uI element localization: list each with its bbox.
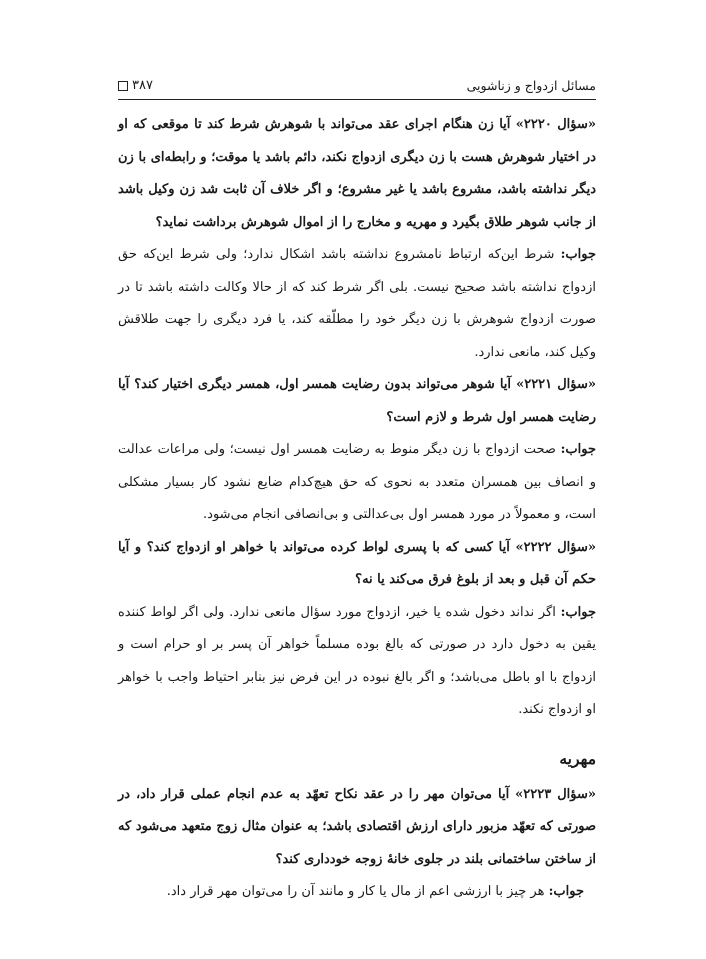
answer-label: جواب:	[560, 247, 596, 262]
question-number: «سؤال ۲۲۲۰»	[515, 117, 596, 132]
answer-text: هر چیز با ارزشی اعم از مال یا کار و مانند آن را می‌توان مهر قرار داد.	[166, 884, 545, 899]
answer-2223	[118, 876, 596, 909]
question-2222	[118, 532, 596, 597]
question-text: آیا شوهر می‌تواند بدون رضایت همسر اول، همسر دیگری اختیار کند؟ آیا رضایت همسر اول شرط و لازم است؟	[118, 377, 596, 425]
page-number-box	[118, 78, 153, 93]
question-2223	[118, 779, 596, 877]
question-text: آیا زن هنگام اجرای عقد می‌تواند با شوهرش شرط کند تا موقعی که او در اختیار شوهرش هست با زن دیگری ازدواج نکند، دائم باشد یا موقت؛ و رابطه‌ای با زن دیگر نداشته باشد، مشروع باشد یا غیر مشروع؛ و اگر خلاف آن ثابت شد زن وکیل باشد از جانب شوهر طلاق بگیرد و مهریه و مخارج را از اموال شوهرش برداشت نماید؟	[118, 117, 596, 230]
question-number: «سؤال ۲۲۲۱»	[516, 377, 596, 392]
square-icon	[118, 81, 128, 91]
running-header	[118, 78, 596, 100]
answer-2220	[118, 239, 596, 369]
question-number: «سؤال ۲۲۲۳»	[515, 786, 596, 802]
answer-label: جواب:	[548, 884, 584, 899]
answer-2221	[118, 434, 596, 532]
answer-label: جواب:	[560, 442, 596, 457]
page	[118, 78, 596, 909]
section-heading-mahriyeh: مهریه	[559, 748, 596, 768]
question-2220	[118, 109, 596, 239]
book-title: مسائل ازدواج و زناشویی	[466, 78, 596, 93]
answer-2222	[118, 597, 596, 727]
question-number: «سؤال ۲۲۲۲»	[515, 539, 596, 555]
question-2221	[118, 369, 596, 434]
answer-text: شرط این‌که ارتباط نامشروع نداشته باشد اشکال ندارد؛ ولی شرط این‌که حق ازدواج نداشته باشد صحیح نیست. بلی اگر شرط کند که از حالا وکالت داشته باشد تا در صورت ازدواج شوهرش با زن دیگر خود را مطلّقه کند، یا فرد دیگری را جهت طلاقش وکیل کند، مانعی ندارد.	[118, 247, 596, 360]
question-text: آیا می‌توان مهر را در عقد نکاح تعهّد به عدم انجام عملی قرار داد، در صورتی که تعهّد مزبور دارای ارزش اقتصادی باشد؛ به عنوان مثال زوج متعهد می‌شود که از ساختن ساختمانی بلند در جلوی خانهٔ زوجه خودداری کند؟	[118, 786, 596, 867]
page-number: ۳۸۷	[132, 78, 153, 93]
question-text: آیا کسی که با پسری لواط کرده می‌تواند با خواهر او ازدواج کند؟ و آیا حکم آن قبل و بعد از بلوغ فرق می‌کند یا نه؟	[118, 539, 596, 587]
answer-label: جواب:	[560, 604, 596, 620]
answer-text: اگر نداند دخول شده یا خیر، ازدواج مورد سؤال مانعی ندارد. ولی اگر لواط کننده یقین به دخول دارد در صورتی که بالغ بوده مسلماً خواهر آن پسر بر او حرام است و ازدواج با او باطل می‌باشد؛ و اگر بالغ نبوده در این فرض نیز بنابر احتیاط واجب با خواهر او ازدواج نکند.	[118, 604, 596, 717]
answer-text: صحت ازدواج با زن دیگر منوط به رضایت همسر اول نیست؛ ولی مراعات عدالت و انصاف بین همسران متعدد به نحوی که حق هیچ‌کدام ضایع نشود کار بسیار مشکلی است، و معمولاً در مورد همسر اول بی‌عدالتی و بی‌انصافی انجام می‌شود.	[118, 442, 596, 522]
